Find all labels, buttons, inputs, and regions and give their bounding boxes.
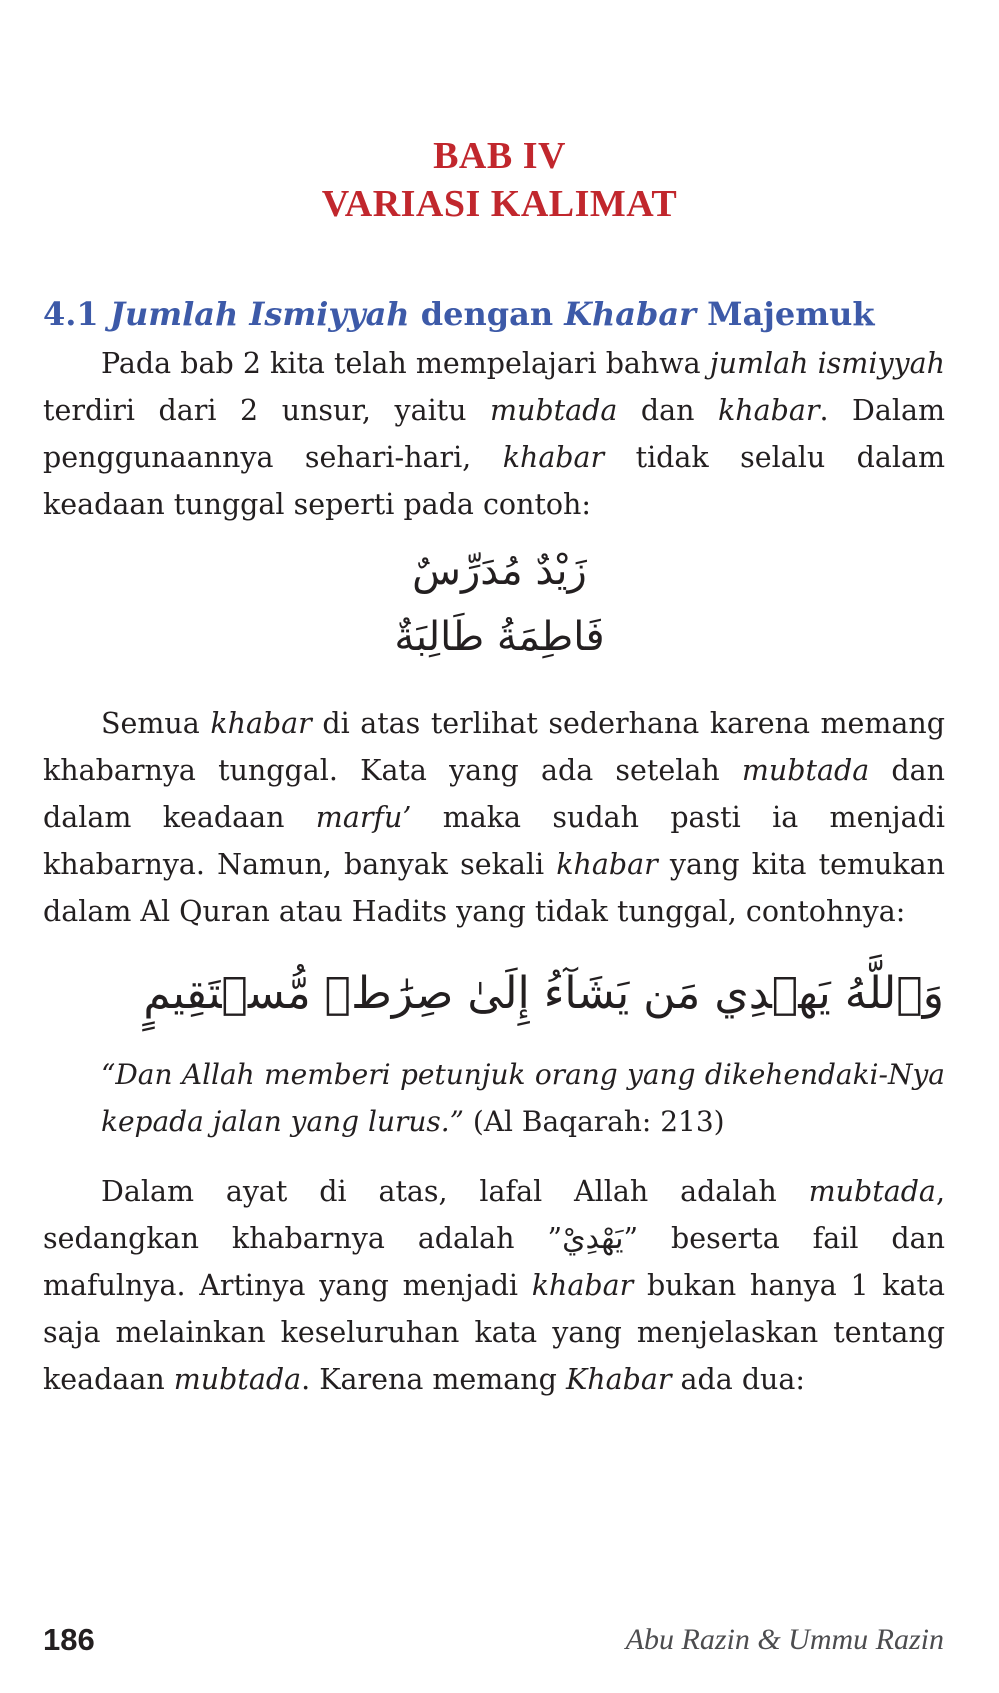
chapter-label: BAB IV: [433, 135, 566, 177]
section-title: 4.1 Jumlah Ismiyyah dengan Khabar Majemuk: [43, 295, 875, 333]
arabic-example-2: فَاطِمَةُ طَالِبَةٌ: [394, 614, 605, 660]
chapter-title: VARIASI KALIMAT: [321, 183, 678, 225]
arabic-example-1: زَيْدٌ مُدَرِّسٌ: [412, 548, 587, 594]
chapter-heading: [0, 132, 999, 228]
footer-author: Abu Razin & Ummu Razin: [625, 1623, 944, 1656]
verse-reference: (Al Baqarah: 213): [464, 1105, 725, 1138]
section-title-term1: Jumlah Ismiyyah: [109, 295, 410, 333]
quran-verse: وَٱللَّهُ يَهۡدِي مَن يَشَآءُ إِلَىٰ صِرَٰطٖ مُّسۡتَقِيمٍ: [143, 968, 944, 1019]
section-title-term2: Khabar: [564, 295, 696, 333]
arabic-inline-word: يَهْدِيْ: [562, 1221, 624, 1256]
paragraph-explanation: Semua khabar di atas terlihat sederhana karena memang khabarnya tunggal. Kata yang ada setelah mubtada dan dalam keadaan marfu’ maka sudah pasti ia menjadi khabarnya. Namun, banyak sekali khabar yang kita temukan dalam Al Quran atau Hadits yang tidak tunggal, contohnya:: [43, 707, 945, 928]
paragraph-analysis: Dalam ayat di atas, lafal Allah adalah mubtada, sedangkan khabarnya adalah ”يَهْدِيْ” beserta fail dan mafulnya. Artinya yang menjadi khabar bukan hanya 1 kata saja melainkan keseluruhan kata yang menjelaskan tentang keadaan mubtada. Karena memang Khabar ada dua:: [43, 1175, 945, 1396]
translation-quote: “Dan Allah memberi petunjuk orang yang dikehendaki-Nya kepada jalan yang lurus.”: [101, 1058, 945, 1138]
verse-translation: [101, 1051, 945, 1145]
paragraph-intro: Pada bab 2 kita telah mempelajari bahwa jumlah ismiyyah terdiri dari 2 unsur, yaitu mubtada dan khabar. Dalam penggunaannya sehari-hari, khabar tidak selalu dalam keadaan tunggal seperti pada contoh:: [43, 347, 946, 521]
section-number: 4.1: [43, 295, 99, 333]
page-number: 186: [43, 1622, 95, 1657]
